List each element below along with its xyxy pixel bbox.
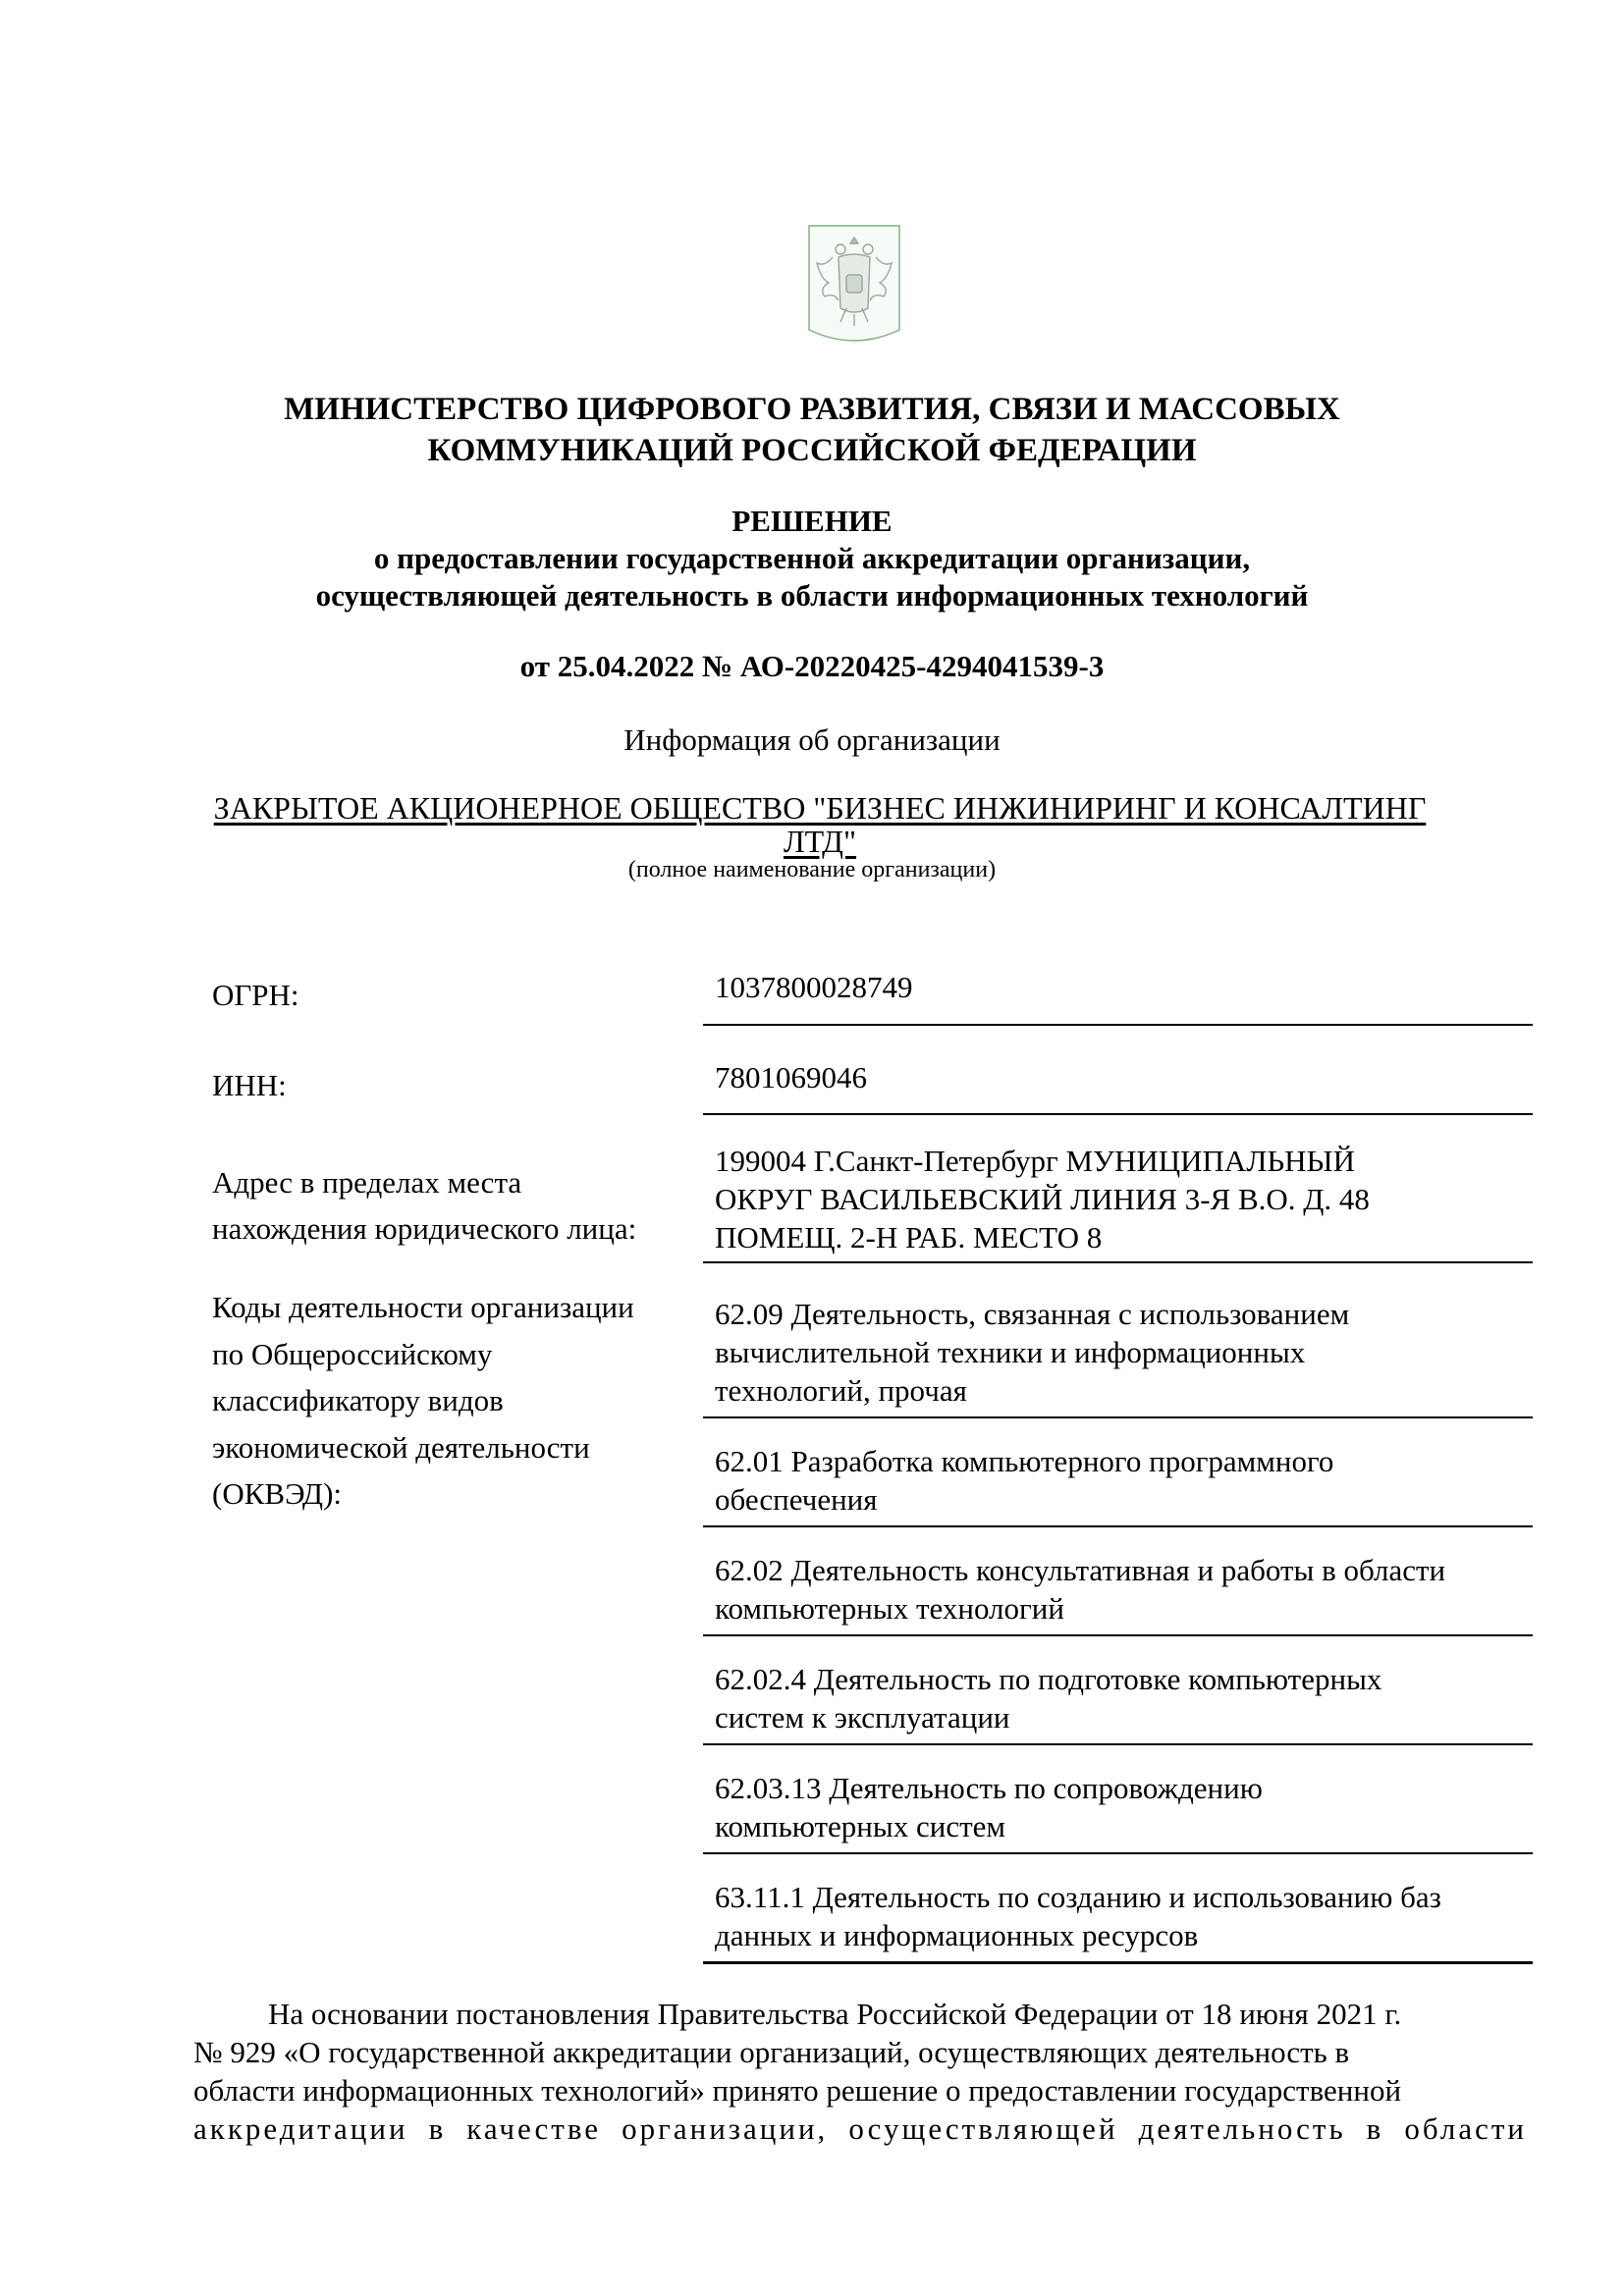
document-subtitle-line-1: о предоставлении государственной аккредитации организации,	[373, 541, 1251, 575]
ministry-name-line-1: МИНИСТЕРСТВО ЦИФРОВОГО РАЗВИТИЯ, СВЯЗИ И МАССОВЫХ	[284, 392, 1340, 427]
organization-name-line-2: ЛТД"	[783, 824, 857, 859]
okved-item-line: 62.02.4 Деятельность по подготовке компьютерных	[715, 1662, 1382, 1696]
okved-item	[715, 1442, 1532, 1519]
address-underline	[703, 1261, 1533, 1263]
paragraph-line-1: На основании постановления Правительства Российской Федерации от 18 июня 2021 г.	[268, 1997, 1402, 2031]
ogrn-underline	[703, 1024, 1533, 1026]
okved-divider	[703, 1743, 1533, 1745]
paragraph-line-2: № 929 «О государственной аккредитации организаций, осуществляющих деятельность в	[193, 2035, 1350, 2069]
okved-item-line: технологий, прочая	[715, 1373, 967, 1408]
okved-item	[715, 1551, 1532, 1628]
organization-name-line-1: ЗАКРЫТОЕ АКЦИОНЕРНОЕ ОБЩЕСТВО "БИЗНЕС ИНЖИНИРИНГ И КОНСАЛТИНГ	[213, 790, 1427, 826]
paragraph-line-3: области информационных технологий» принято решение о предоставлении государственной	[193, 2073, 1402, 2108]
document-date-number: от 25.04.2022 № АО-20220425-4294041539-3	[519, 649, 1105, 683]
address-line-2: ОКРУГ ВАСИЛЬЕВСКИЙ ЛИНИЯ 3-Я В.О. Д. 48	[715, 1182, 1370, 1216]
okved-label-line-5: (ОКВЭД):	[212, 1476, 343, 1511]
okved-bottom-rule	[703, 1961, 1533, 1964]
document-subtitle-line-2: осуществляющей деятельность в области информационных технологий	[315, 578, 1309, 613]
okved-item-line: данных и информационных ресурсов	[715, 1918, 1199, 1952]
okved-item-line: 62.01 Разработка компьютерного программного	[715, 1444, 1334, 1478]
address-label-line-2: нахождения юридического лица:	[212, 1211, 637, 1246]
okved-item	[715, 1295, 1532, 1410]
okved-label-line-4: экономической деятельности	[212, 1429, 590, 1465]
organization-full-name	[196, 791, 1443, 858]
paragraph-line-4: аккредитации в качестве организации, осуществляющей деятельность в области	[193, 2111, 1527, 2146]
okved-item-line: обеспечения	[715, 1482, 878, 1517]
address-label-line-1: Адрес в пределах места	[212, 1165, 522, 1200]
ogrn-value: 1037800028749	[715, 970, 913, 1004]
okved-label-line-3: классификатору видов	[212, 1383, 504, 1417]
inn-label: ИНН:	[212, 1068, 287, 1102]
russian-coat-of-arms-icon	[803, 224, 905, 347]
inn-underline	[703, 1113, 1533, 1115]
ministry-name	[0, 389, 1624, 471]
okved-divider	[703, 1416, 1533, 1418]
inn-value: 7801069046	[715, 1060, 867, 1095]
okved-item-line: 63.11.1 Деятельность по созданию и использованию баз	[715, 1880, 1441, 1914]
address-label	[212, 1159, 636, 1252]
decision-paragraph	[193, 1995, 1527, 2148]
okved-divider	[703, 1525, 1533, 1527]
document-title: РЕШЕНИЕ	[731, 504, 893, 538]
address-line-1: 199004 Г.Санкт-Петербург МУНИЦИПАЛЬНЫЙ	[715, 1144, 1355, 1178]
okved-label-line-2: по Общероссийскому	[212, 1336, 493, 1371]
okved-item	[715, 1660, 1532, 1736]
okved-divider	[703, 1634, 1533, 1636]
okved-item	[715, 1769, 1532, 1845]
address-value	[715, 1142, 1532, 1256]
okved-divider	[703, 1852, 1533, 1854]
okved-item-line: компьютерных технологий	[715, 1591, 1064, 1626]
document-subtitle	[0, 540, 1624, 614]
org-section-title: Информация об организации	[623, 722, 1001, 757]
okved-item-line: 62.09 Деятельность, связанная с использованием	[715, 1297, 1350, 1331]
address-line-3: ПОМЕЩ. 2-Н РАБ. МЕСТО 8	[715, 1220, 1103, 1255]
okved-item-line: 62.03.13 Деятельность по сопровождению	[715, 1771, 1263, 1805]
okved-label-line-1: Коды деятельности организации	[212, 1290, 634, 1324]
okved-item	[715, 1878, 1532, 1954]
okved-item-line: 62.02 Деятельность консультативная и работы в области	[715, 1553, 1446, 1587]
okved-item-line: компьютерных систем	[715, 1809, 1005, 1843]
ogrn-label: ОГРН:	[212, 978, 299, 1012]
organization-name-caption: (полное наименование организации)	[627, 857, 997, 882]
okved-item-line: систем к эксплуатации	[715, 1700, 1010, 1735]
okved-item-line: вычислительной техники и информационных	[715, 1335, 1306, 1369]
ministry-name-line-2: КОММУНИКАЦИЙ РОССИЙСКОЙ ФЕДЕРАЦИИ	[427, 433, 1197, 468]
okved-label	[212, 1284, 634, 1518]
